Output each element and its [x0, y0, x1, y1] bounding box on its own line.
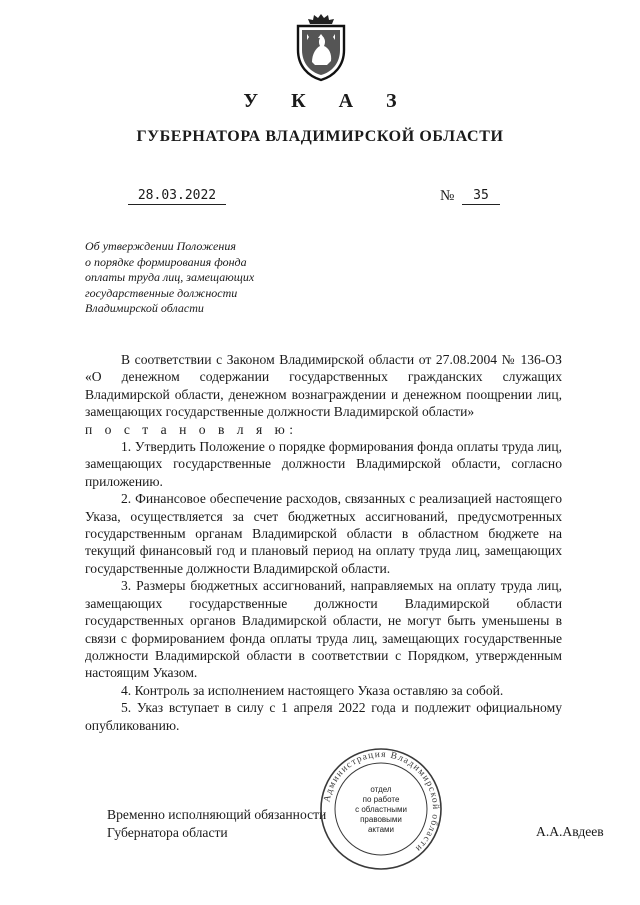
decree-word: п о с т а н о в л я ю: — [85, 421, 298, 437]
point-2: 2. Финансовое обеспечение расходов, связанных с реализацией настоящего Указа, осуществляется за счет бюджетных ассигнований, предусмотренных государственным органам Владимирской области в областном бюджете на текущий финансовый год и плановый период на оплату труда лиц, замещающих государственные должности Владимирской области. — [85, 491, 562, 576]
subject-line: о порядке формирования фонда — [85, 254, 247, 269]
point-3: 3. Размеры бюджетных ассигнований, направляемых на оплату труда лиц, замещающих государственные должности Владимирской области государственных органов Владимирской области, не могут быть уменьшены в связи с формированием фонда оплаты труда лиц, замещающих государственные должности Владимирской области в соответствии с Порядком, утвержденным настоящим Указом. — [85, 578, 562, 681]
point-4: 4. Контроль за исполнением настоящего Указа оставляю за собой. — [121, 682, 504, 698]
point-5: 5. Указ вступает в силу с 1 апреля 2022 года и подлежит официальному опубликованию. — [85, 700, 562, 733]
subject-line: Владимирской области — [85, 301, 204, 315]
issuer-title: ГУБЕРНАТОРА ВЛАДИМИРСКОЙ ОБЛАСТИ — [136, 128, 504, 145]
vladimir-coat-of-arms-icon — [290, 12, 352, 82]
official-stamp — [318, 746, 444, 872]
document-type-title: У К А З — [243, 90, 411, 112]
preamble-paragraph: В соответствии с Законом Владимирской области от 27.08.2004 № 136-ОЗ «О денежном содержании государственных гражданских служащих Владимирской области, денежном вознаграждении и денежном поощрении лиц, замещающих государственные должности Владимирской области» — [85, 352, 562, 420]
stamp-outer-text: Администрация Владимирской области — [322, 749, 441, 854]
stamp-line: актами — [367, 825, 395, 834]
stamp-line: отдел — [370, 785, 392, 794]
decree-date: 28.03.2022 — [128, 188, 226, 205]
decree-number: 35 — [462, 188, 500, 205]
position-line: Губернатора области — [107, 825, 228, 840]
decree-body — [85, 351, 562, 734]
stamp-line: правовыми — [360, 815, 402, 824]
decree-subject — [85, 239, 285, 317]
position-line: Временно исполняющий обязанности — [107, 807, 327, 822]
stamp-line: с областными — [355, 805, 407, 814]
point-1: 1. Утвердить Положение о порядке формирования фонда оплаты труда лиц, замещающих государственные должности Владимирской области, согласно приложению. — [85, 439, 562, 489]
signatory-position — [107, 806, 326, 842]
stamp-line: по работе — [362, 795, 400, 804]
signatory-name: А.А.Авдеев — [536, 824, 604, 839]
subject-line: государственные должности — [85, 285, 238, 300]
subject-line: оплаты труда лиц, замещающих — [85, 270, 255, 284]
number-label: № — [440, 188, 455, 204]
subject-line: Об утверждении Положения — [85, 239, 236, 253]
